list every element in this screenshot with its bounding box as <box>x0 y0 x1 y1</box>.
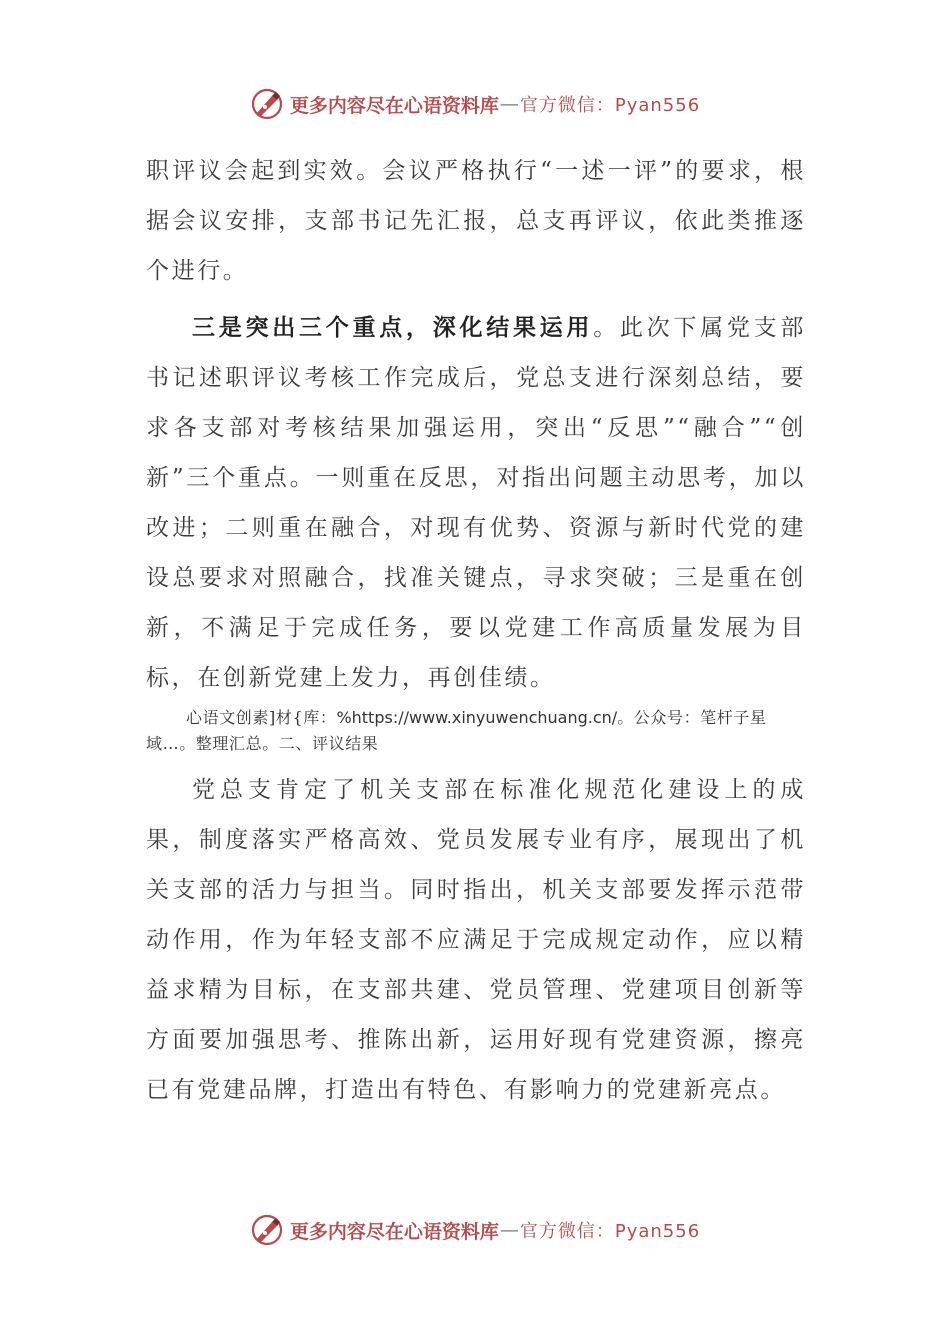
paragraph-2-heading: 三是突出三个重点，深化结果运用 <box>192 314 594 341</box>
paragraph-2-text: 。此次下属党支部书记述职评议考核工作完成后，党总支进行深刻总结，要求各支部对考核结果加强运用，突出“反思”“融合”“创新”三个重点。一则重在反思，对指出问题主动思考，加以改进；二则重在融合，对现有优势、资源与新时代党的建设总要求对照融合，找准关键点，寻求突破；三是重在创新，不满足于完成任务，要以党建工作高质量发展为目标，在创新党建上发力，再创佳绩。 <box>146 315 807 691</box>
pen-nib-logo-icon <box>250 87 284 121</box>
banner-right-text: 官方微信：Pyan556 <box>519 95 701 116</box>
paragraph-1: 职评议会起到实效。会议严格执行“一述一评”的要求，根据会议安排，支部书记先汇报，总支再评议，依此类推逐个进行。 <box>146 158 806 284</box>
banner-left-text: 更多内容尽在心语资料库 <box>289 94 499 117</box>
banner-left-text: 更多内容尽在心语资料库 <box>289 1220 499 1243</box>
footer-banner <box>0 1210 950 1250</box>
pen-nib-logo-icon <box>250 1213 284 1247</box>
source-note <box>146 705 806 757</box>
header-banner <box>0 84 950 124</box>
source-note-suffix: 。公众号：笔杆子星域…。整理汇总。二、评议结果 <box>146 708 767 753</box>
paragraph-3: 党总支肯定了机关支部在标准化规范化建设上的成果，制度落实严格高效、党员发展专业有序，展现出了机关支部的活力与担当。同时指出，机关支部要发挥示范带动作用，作为年轻支部不应满足于完成规定动作，应以精益求精为目标，在支部共建、党员管理、党建项目创新等方面要加强思考、推陈出新，运用好现有党建资源，擦亮已有党建品牌，打造出有特色、有影响力的党建新亮点。 <box>146 777 806 1103</box>
source-note-url: %https://www.xinyuwenchuang.cn/ <box>336 708 618 727</box>
source-note-prefix: 心语文创素]材{库： <box>186 708 337 727</box>
banner-dash: — <box>499 1219 519 1241</box>
banner-dash: — <box>499 93 519 115</box>
document-body <box>146 146 806 1115</box>
banner-right-text: 官方微信：Pyan556 <box>519 1221 701 1242</box>
paragraph-2 <box>146 303 806 703</box>
